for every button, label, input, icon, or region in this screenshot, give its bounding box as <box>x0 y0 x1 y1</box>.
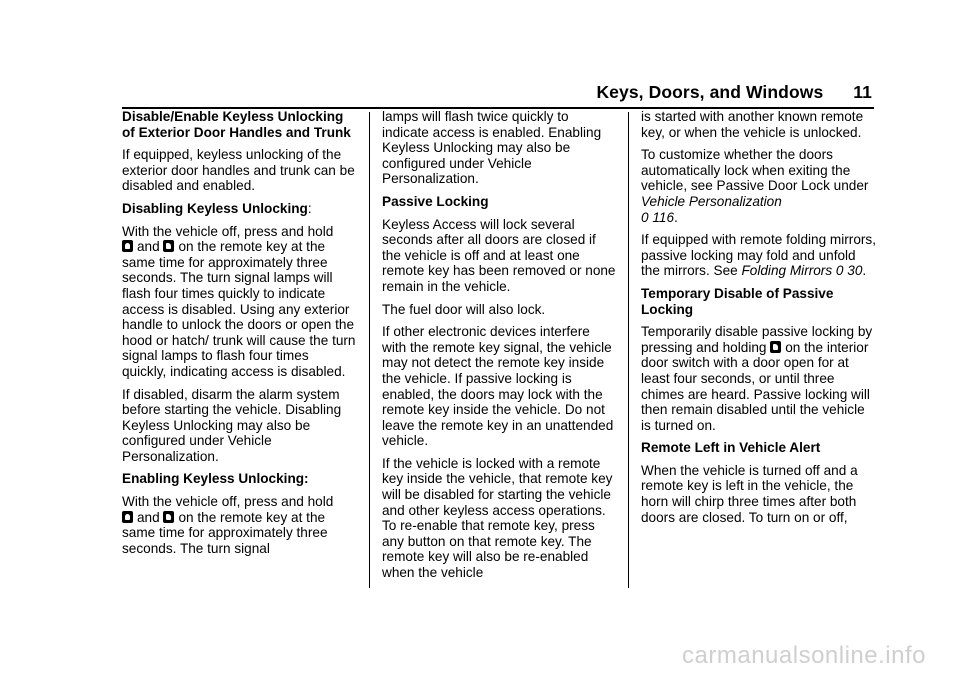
paragraph: lamps will flash twice quickly to indicate access is enabled. Enabling Keyless Unlocking may also be configured under Vehicle Personalization. <box>382 109 602 187</box>
heading-remote-left-alert: Remote Left in Vehicle Alert <box>641 440 821 456</box>
text: on the interior door switch with a door open for at least four seconds, or until three chimes are heard. Passive locking will then remain disabled until the vehicle is turned on. <box>641 339 870 433</box>
paragraph <box>122 201 356 217</box>
paragraph: is started with another known remote key, or when the vehicle is unlocked. <box>641 109 864 140</box>
heading-keyless-unlocking: Disable/Enable Keyless Unlocking of Exterior Door Handles and Trunk <box>122 109 351 140</box>
lock-key-icon <box>122 240 133 252</box>
paragraph: Keyless Access will lock several seconds after all doors are closed if the vehicle is off and at least one remote key has been removed or none remain in the vehicle. <box>382 216 616 294</box>
text: on the remote key at the same time for approximately three seconds. The turn signal lamps will flash four times quickly to indicate access is disabled. Using any exterior handle to unlock the doors or open the hood or hatch/ trunk will cause the turn signal lamps to flash four times quickly, indicating access is disabled. <box>122 239 356 379</box>
heading-temporary-disable: Temporary Disable of Passive Locking <box>641 285 834 317</box>
section-title: Keys, Doors, and Windows <box>596 82 824 102</box>
cross-reference-link[interactable]: Vehicle Personalization <box>641 193 782 209</box>
watermark: carmanualsonline.info <box>682 642 926 669</box>
text: on the remote key at the same time for approximately three seconds. The turn signal <box>122 509 328 556</box>
paragraph: The fuel door will also lock. <box>382 301 546 317</box>
page-number: 11 <box>853 82 872 102</box>
text: . <box>674 209 678 225</box>
colon: : <box>307 200 312 216</box>
paragraph: If other electronic devices interfere with the remote key signal, the vehicle may not detect the remote key inside the vehicle. If passive locking is enabled, the doors may lock with the remote key inside the vehicle. Do not leave the remote key in an unattended vehicle. <box>382 324 614 449</box>
paragraph: If disabled, disarm the alarm system before starting the vehicle. Disabling Keyless Unlocking may also be configured under Vehicle Personalization. <box>122 386 342 464</box>
lock-key-icon <box>122 511 133 523</box>
page-ref-arrow: 0 <box>641 209 649 225</box>
page-ref-arrow: 0 <box>835 263 844 279</box>
paragraph <box>122 510 356 557</box>
column-1 <box>122 109 356 563</box>
text: To customize whether the doors automatically lock when exiting the vehicle, see Passive Door Lock under <box>641 147 869 194</box>
unlock-key-icon <box>163 240 174 252</box>
column-divider <box>628 112 629 588</box>
paragraph: With the vehicle off, press and hold <box>122 494 334 510</box>
page-ref[interactable]: 116 <box>652 209 675 225</box>
paragraph: If the vehicle is locked with a remote key inside the vehicle, that remote key will be disabled for starting the vehicle and other keyless access operations. To re-enable that remote key, press any button on that remote key. The remote key will also be re-enabled when the vehicle <box>382 455 613 581</box>
paragraph: When the vehicle is turned off and a remote key is left in the vehicle, the horn will chirp three times after both doors are closed. To turn on or off, <box>641 462 858 525</box>
column-divider <box>369 112 370 588</box>
text: and <box>137 239 160 255</box>
paragraph <box>641 232 876 279</box>
unlock-key-icon <box>163 511 174 523</box>
cross-reference-link[interactable]: Folding Mirrors <box>741 263 833 279</box>
paragraph: If equipped, keyless unlocking of the exterior door handles and trunk can be disabled and enabled. <box>122 147 355 194</box>
paragraph: With the vehicle off, press and hold <box>122 223 334 239</box>
subheading-disabling: Disabling Keyless Unlocking <box>122 200 308 216</box>
unlock-key-icon <box>770 341 781 353</box>
heading-passive-locking: Passive Locking <box>382 193 489 209</box>
paragraph <box>122 239 356 379</box>
running-header <box>596 82 872 103</box>
paragraph <box>641 324 876 433</box>
paragraph <box>641 147 876 225</box>
text: . <box>862 263 867 279</box>
text: Temporarily disable passive locking by pressing and holding <box>641 324 873 355</box>
text: If equipped with remote folding mirrors, passive locking may fold and unfold the mirrors. See <box>641 232 876 279</box>
column-2 <box>382 109 617 588</box>
subheading-enabling: Enabling Keyless Unlocking: <box>122 471 309 487</box>
text: and <box>137 509 160 525</box>
page-ref[interactable]: 30 <box>847 263 863 279</box>
column-3 <box>641 109 876 532</box>
